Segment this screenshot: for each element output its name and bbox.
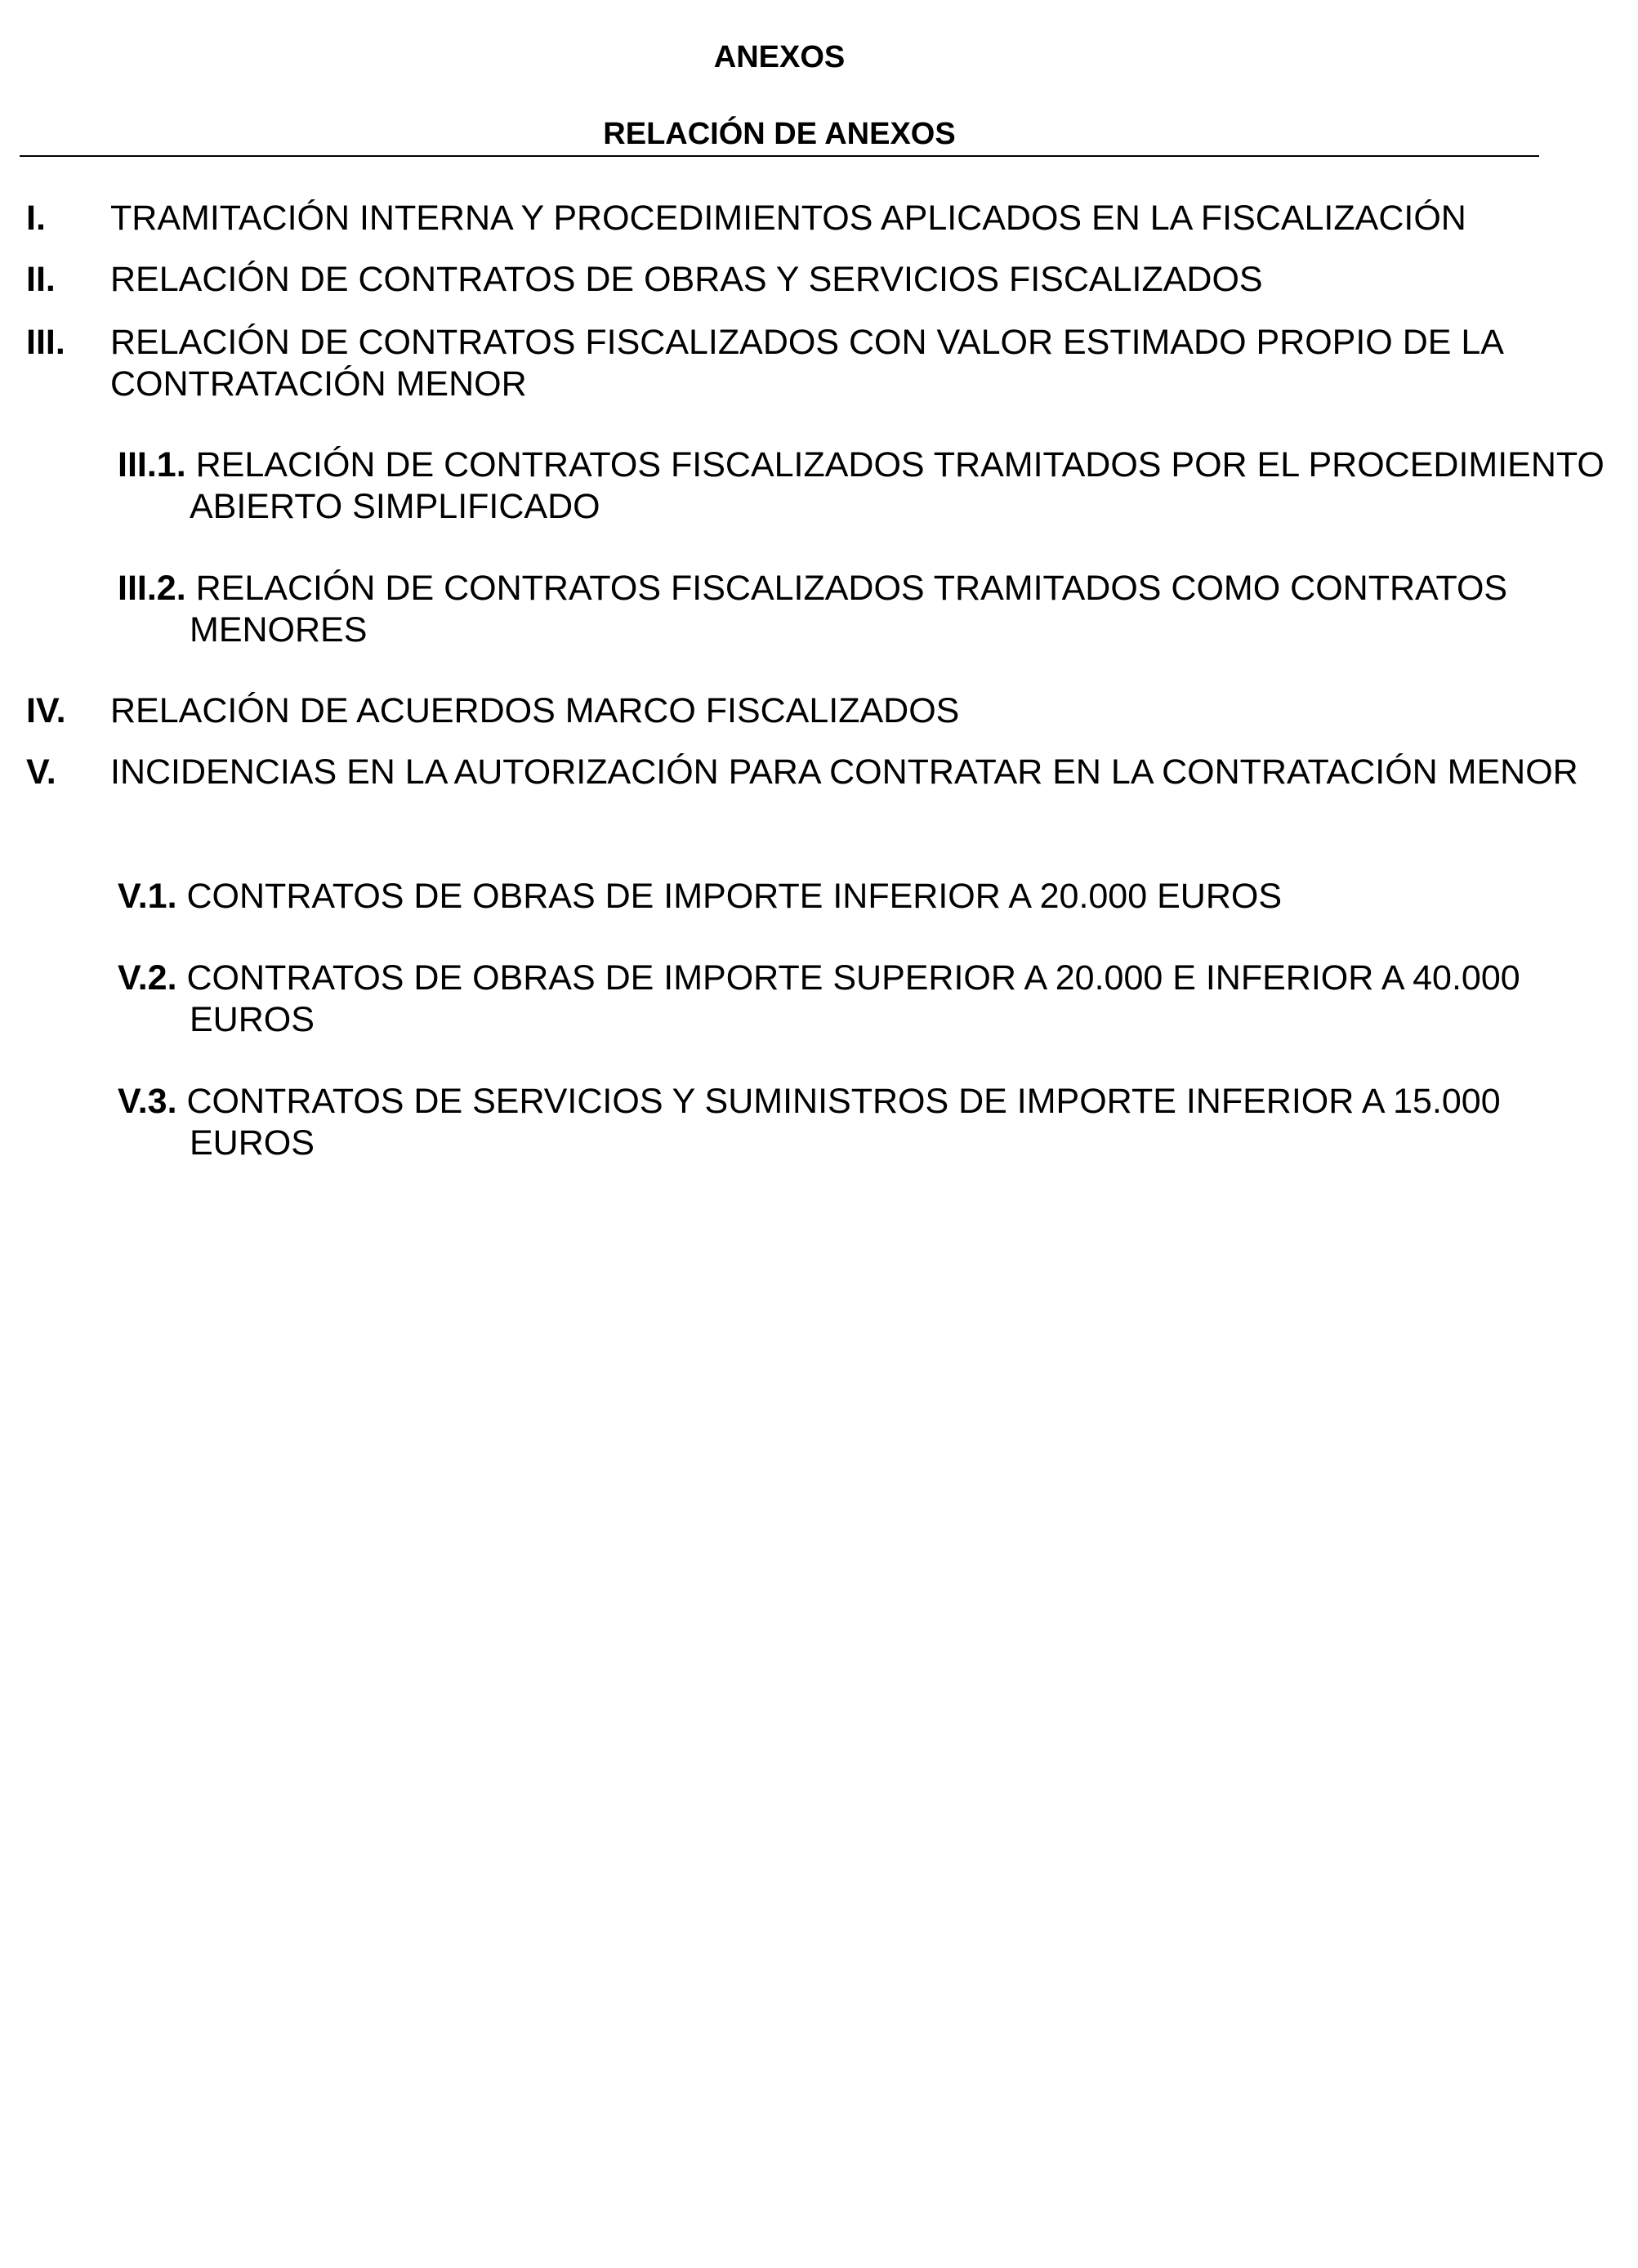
annex-subitem-number: V.1. <box>118 877 177 916</box>
annex-subitem-number: III.2. <box>118 569 186 608</box>
annex-subitem-iii-2 <box>118 568 1605 651</box>
annex-title: TRAMITACIÓN INTERNA Y PROCEDIMIENTOS APLICADOS EN LA FISCALIZACIÓN <box>110 199 1466 238</box>
annex-title: RELACIÓN DE ACUERDOS MARCO FISCALIZADOS <box>110 691 960 730</box>
annex-title: RELACIÓN DE CONTRATOS FISCALIZADOS CON VALOR ESTIMADO PROPIO DE LA CONTRATACIÓN MENOR <box>110 323 1502 404</box>
annex-subitem-number: V.3. <box>118 1082 177 1121</box>
annex-number: I. <box>26 199 46 238</box>
annex-subitem-title: CONTRATOS DE OBRAS DE IMPORTE SUPERIOR A 20.000 E INFERIOR A 40.000 EUROS <box>186 958 1520 1039</box>
page-title: ANEXOS <box>713 40 846 74</box>
annex-subitem-number: V.2. <box>118 958 177 998</box>
annex-subitem-title: CONTRATOS DE OBRAS DE IMPORTE INFERIOR A 20.000 EUROS <box>186 877 1282 916</box>
annex-number: III. <box>26 323 65 362</box>
annex-number: IV. <box>26 691 66 730</box>
annex-item-iii <box>26 322 1587 405</box>
annex-subitem-title: RELACIÓN DE CONTRATOS FISCALIZADOS TRAMITADOS COMO CONTRATOS MENORES <box>190 569 1508 650</box>
annex-number: V. <box>26 752 56 792</box>
annex-number: II. <box>26 260 56 299</box>
annex-item-i <box>26 198 1587 239</box>
annex-subitem-title: RELACIÓN DE CONTRATOS FISCALIZADOS TRAMITADOS POR EL PROCEDIMIENTO ABIERTO SIMPLIFICADO <box>190 445 1605 526</box>
annex-subitem-title: CONTRATOS DE SERVICIOS Y SUMINISTROS DE IMPORTE INFERIOR A 15.000 EUROS <box>186 1082 1501 1163</box>
page-subtitle: RELACIÓN DE ANEXOS <box>603 117 956 151</box>
annex-item-ii <box>26 259 1587 301</box>
annex-title: RELACIÓN DE CONTRATOS DE OBRAS Y SERVICIOS FISCALIZADOS <box>110 260 1263 299</box>
annex-subitem-v-1 <box>118 876 1605 917</box>
annex-subitem-number: III.1. <box>118 445 186 484</box>
annex-item-v <box>26 752 1587 793</box>
annex-subitem-v-2 <box>118 958 1605 1041</box>
annex-subitem-v-3 <box>118 1081 1605 1164</box>
annex-item-iv <box>26 690 1587 732</box>
annex-title: INCIDENCIAS EN LA AUTORIZACIÓN PARA CONTRATAR EN LA CONTRATACIÓN MENOR <box>110 752 1578 792</box>
annex-subitem-iii-1 <box>118 444 1605 528</box>
title-divider <box>20 155 1539 157</box>
